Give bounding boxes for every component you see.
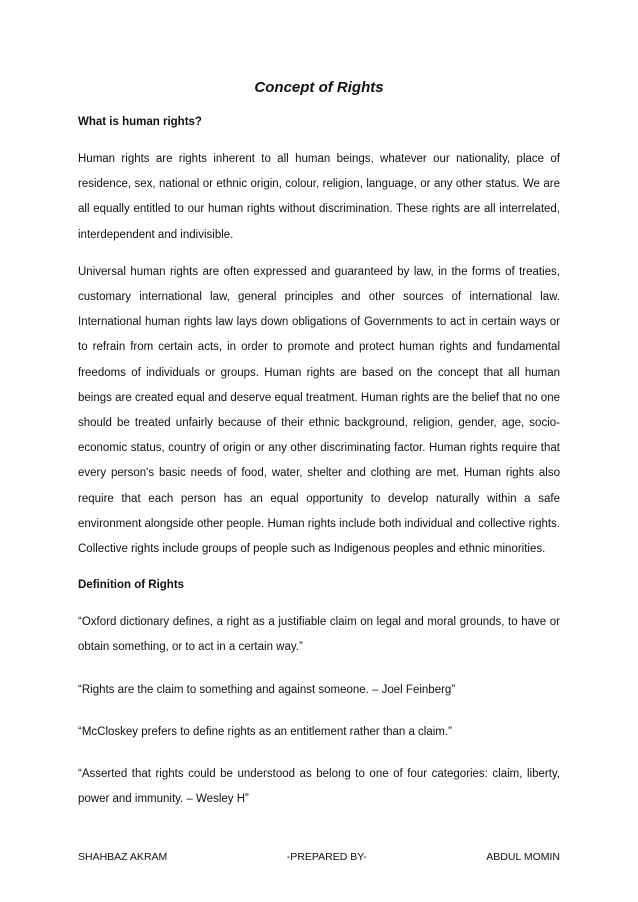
paragraph-human-rights-intro: Human rights are rights inherent to all human beings, whatever our nationality, place of residence, sex, national or ethnic origin, colour, religion, language, or any other status. We are all equally entitled to our human rights without discrimination. These rights are all interrelated, interdependent and indivisible. xyxy=(78,153,560,241)
page-footer xyxy=(78,850,560,864)
document-body xyxy=(78,76,560,829)
quote-feinberg: “Rights are the claim to something and against someone. – Joel Feinberg” xyxy=(78,683,456,696)
quote-mccloskey: “McCloskey prefers to define rights as an entitlement rather than a claim.” xyxy=(78,725,452,738)
section-heading-definition: Definition of Rights xyxy=(78,579,185,592)
footer-center: -PREPARED BY- xyxy=(286,851,367,863)
page-title: Concept of Rights xyxy=(254,79,384,96)
quote-wesley: “Asserted that rights could be understood as belong to one of four categories: claim, liberty, power and immunity. – Wesley H” xyxy=(78,768,560,806)
quote-oxford: “Oxford dictionary defines, a right as a justifiable claim on legal and moral grounds, to have or obtain something, or to act in a certain way.” xyxy=(78,616,560,654)
footer-right: ABDUL MOMIN xyxy=(486,851,560,863)
footer-left: SHAHBAZ AKRAM xyxy=(78,851,168,863)
paragraph-universal-human-rights: Universal human rights are often expressed and guaranteed by law, in the forms of treaties, customary international law, general principles and other sources of international law. International human rights law lays down obligations of Governments to act in certain ways or to refrain from certain acts, in order to promote and protect human rights and fundamental freedoms of individuals or groups. Human rights are based on the concept that all human beings are created equal and deserve equal treatment. Human rights are the belief that no one should be treated unfairly because of their ethnic background, religion, gender, age, socio-economic status, country of origin or any other discriminating factor. Human rights require that every person's basic needs of food, water, shelter and clothing are met. Human rights also require that each person has an equal opportunity to develop naturally within a safe environment alongside other people. Human rights include both individual and collective rights. Collective rights include groups of people such as Indigenous peoples and ethnic minorities. xyxy=(78,265,560,556)
section-heading-human-rights: What is human rights? xyxy=(78,116,202,128)
